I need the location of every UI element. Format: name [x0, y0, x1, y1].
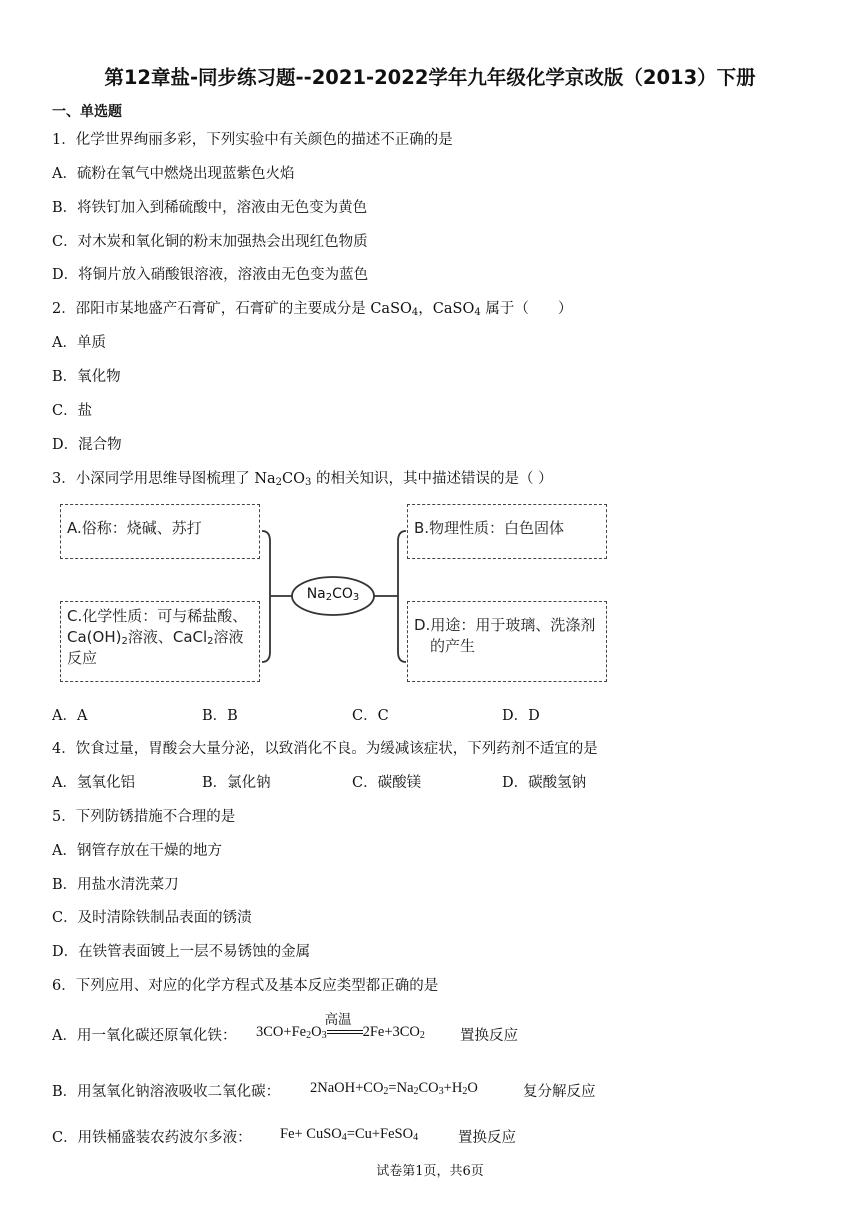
box-a: A.俗称：烧碱、苏打: [60, 504, 260, 559]
q2-stem: 2．邵阳市某地盛产石膏矿，石膏矿的主要成分是 CaSO$_4$，CaSO$_4$ 属于（ ）: [52, 301, 573, 318]
q4-option-b: B．氯化钠: [202, 775, 271, 791]
left-bracket: [262, 531, 270, 662]
q6-stem: 6．下列应用、对应的化学方程式及基本反应类型都正确的是: [52, 978, 439, 994]
q1-option-d: D．将铜片放入硝酸银溶液，溶液由无色变为蓝色: [52, 267, 369, 283]
q5-option-c: C．及时清除铁制品表面的锈渍: [52, 910, 252, 926]
q3-stem: 3．小深同学用思维导图梳理了 $Na_2CO_3$ 的相关知识，其中描述错误的是（ ）: [52, 471, 553, 488]
q6-option-a-label: A．用一氧化碳还原氧化铁：: [52, 1028, 237, 1044]
exam-title: 第12章盐-同步练习题--2021-2022学年九年级化学京改版（2013）下册: [104, 66, 756, 89]
q2-option-d: D．混合物: [52, 437, 122, 453]
q5-option-b: B．用盐水清洗菜刀: [52, 877, 179, 893]
q4-option-c: C．碳酸镁: [352, 775, 422, 791]
q5-option-a: A．钢管存放在干燥的地方: [52, 843, 222, 859]
q4-option-d: D．碳酸氢钠: [502, 775, 587, 791]
q4-stem: 4．饮食过量，胃酸会大量分泌，以致消化不良。为缓减该症状，下列药剂不适宜的是: [52, 741, 598, 757]
q6-option-c-type: 置换反应: [458, 1130, 516, 1146]
q4-option-a: A．氢氧化铝: [52, 775, 135, 791]
box-c: C.化学性质：可与稀盐酸、 $Ca(OH)_2$溶液、CaCl$_2$溶液 反应: [60, 601, 260, 682]
q1-option-a: A．硫粉在氧气中燃烧出现蓝紫色火焰: [52, 166, 295, 182]
q3-option-b: B．B: [202, 708, 238, 724]
q6-option-a-type: 置换反应: [460, 1028, 518, 1044]
q6-option-a-equation: $3CO+Fe_2O_3$ 高温 $2Fe+3CO_2$: [256, 1011, 425, 1041]
q6-option-b-equation: $2NaOH+CO_2=Na_2CO_3+H_2O$: [310, 1080, 478, 1097]
q6-option-c-equation: Fe+ CuSO$_4$=Cu+FeSO$_4$: [280, 1126, 419, 1143]
q6-option-b-label: B．用氢氧化钠溶液吸收二氧化碳：: [52, 1084, 281, 1100]
q2-option-c: C．盐: [52, 403, 93, 419]
right-bracket: [398, 531, 406, 662]
q3-option-d: D．D: [502, 708, 540, 724]
q6-option-b-type: 复分解反应: [523, 1084, 596, 1100]
q3-option-c: C．C: [352, 708, 389, 724]
q2-option-a: A．单质: [52, 335, 106, 351]
q1-stem: 1．化学世界绚丽多彩，下列实验中有关颜色的描述不正确的是: [52, 132, 453, 148]
center-label: $Na_2CO_3$: [306, 586, 360, 603]
reaction-arrow-high-temp: 高温: [327, 1026, 363, 1040]
page-footer: 试卷第1页，共6页: [376, 1164, 484, 1179]
q3-option-a: A．A: [52, 708, 88, 724]
section-heading: 一、单选题: [52, 104, 122, 120]
q1-option-c: C．对木炭和氧化铜的粉末加强热会出现红色物质: [52, 234, 368, 250]
q5-stem: 5．下列防锈措施不合理的是: [52, 809, 236, 825]
q6-option-c-label: C．用铁桶盛装农药波尔多液：: [52, 1130, 252, 1146]
box-d: D.用途：用于玻璃、洗涤剂 的产生: [407, 601, 607, 682]
q2-option-b: B．氧化物: [52, 369, 121, 385]
box-b: B.物理性质：白色固体: [407, 504, 607, 559]
q1-option-b: B．将铁钉加入到稀硫酸中，溶液由无色变为黄色: [52, 200, 368, 216]
q5-option-d: D．在铁管表面镀上一层不易锈蚀的金属: [52, 944, 311, 960]
